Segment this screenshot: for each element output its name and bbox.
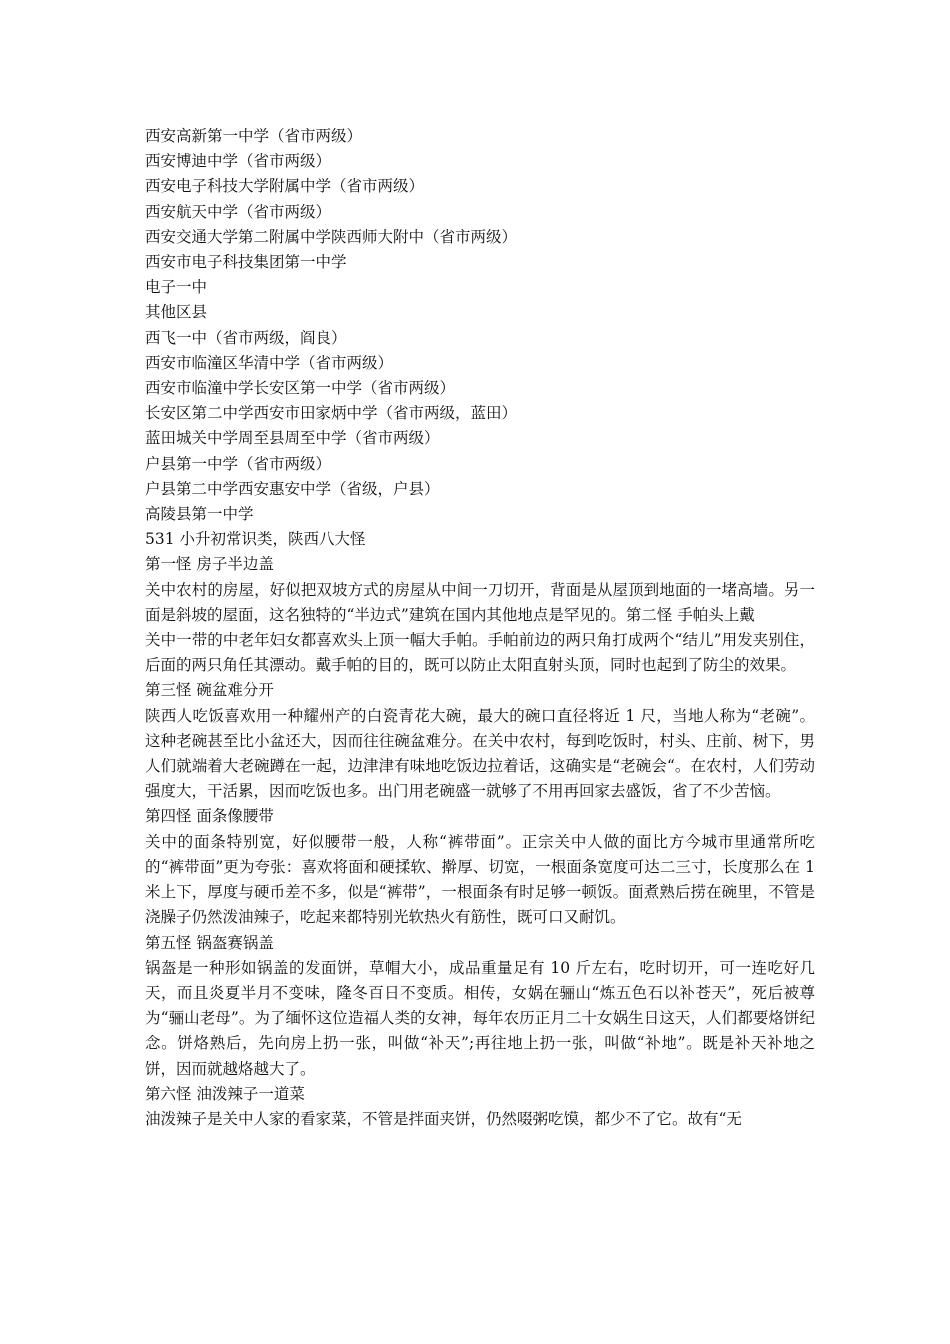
- text-line: 长安区第二中学西安市田家炳中学（省市两级，蓝田）: [145, 404, 518, 423]
- paragraph: 陕西人吃饭喜欢用一种耀州产的白瓷青花大碗，最大的碗口直径将近 1 尺，当地人称为“老碗”。这种老碗甚至比小盆还大，因而往往碗盆难分。在关中农村，每到吃饭时，村头、庄前、树下，男人们就端着大老碗蹲在一起，边津津有味地吃饭边拉着话，这确实是“老碗会“。在农村，人们劳动强度大，干活累，因而吃饭也多。出门用老碗盛一就够了不用再回家去盛饭，省了不少苦恼。: [145, 706, 815, 801]
- document-body: [145, 124, 815, 1132]
- text-line: 西安博迪中学（省市两级）: [145, 152, 332, 171]
- text-line: 西安电子科技大学附属中学（省市两级）: [145, 177, 425, 196]
- text-line: 西飞一中（省市两级，阎良）: [145, 328, 347, 347]
- section-heading: 第一怪 房子半边盖: [145, 555, 274, 574]
- section-heading: 531 小升初常识类，陕西八大怪: [145, 530, 366, 549]
- text-line: 西安市电子科技集团第一中学: [145, 253, 347, 272]
- text-line: 蓝田城关中学周至县周至中学（省市两级）: [145, 429, 440, 448]
- section-heading: 第四怪 面条像腰带: [145, 807, 274, 826]
- text-line: 电子一中: [145, 278, 208, 297]
- paragraph: 关中一带的中老年妇女都喜欢头上顶一幅大手帕。手帕前边的两只角打成两个“结儿”用发夹别住，后面的两只角任其漂动。戴手帕的目的，既可以防止太阳直射头顶，同时也起到了防尘的效果。: [145, 631, 815, 675]
- paragraph: 关中农村的房屋，好似把双坡方式的房屋从中间一刀切开，背面是从屋顶到地面的一堵高墙。另一面是斜坡的屋面，这名独特的“半边式”建筑在国内其他地点是罕见的。第二怪 手帕头上戴: [145, 580, 815, 624]
- paragraph: 锅盔是一种形如锅盖的发面饼，草帽大小，成品重量足有 10 斤左右，吃时切开，可一连吃好几天，而且炎夏半月不变味，隆冬百日不变质。相传，女娲在骊山“炼五色石以补苍天”，死后被尊为“骊山老母”。为了缅怀这位造福人类的女神，每年农历正月二十女娲生日这天，人们都要烙饼纪念。饼烙熟后，先向房上扔一张，叫做“补天”;再往地上扔一张，叫做“补地”。既是补天补地之饼，因而就越烙越大了。: [145, 958, 815, 1078]
- paragraph: 油泼辣子是关中人家的看家菜，不管是拌面夹饼，仍然啜粥吃馍，都少不了它。故有“无: [145, 1109, 742, 1128]
- text-line: 其他区县: [145, 303, 208, 322]
- paragraph: 关中的面条特别宽，好似腰带一般，人称“裤带面”。正宗关中人做的面比方今城市里通常所吃的“裤带面”更为夸张：喜欢将面和硬揉软、擀厚、切宽，一根面条宽度可达二三寸，长度那么在 1 米上下，厚度与硬币差不多，似是“裤带”，一根面条有时足够一顿饭。面煮熟后捞在碗里，不管是浇臊子仍然泼油辣子，吃起来都特别光软热火有筋性，既可口又耐饥。: [145, 832, 815, 927]
- text-line: 西安高新第一中学（省市两级）: [145, 127, 363, 145]
- text-line: 户县第二中学西安惠安中学（省级，户县）: [145, 479, 440, 498]
- text-line: 西安交通大学第二附属中学陕西师大附中（省市两级）: [145, 227, 518, 246]
- text-line: 高陵县第一中学: [145, 505, 254, 524]
- text-line: 西安航天中学（省市两级）: [145, 202, 332, 221]
- section-heading: 第三怪 碗盆难分开: [145, 681, 274, 700]
- text-line: 西安市临潼区华清中学（省市两级）: [145, 353, 394, 372]
- section-heading: 第六怪 油泼辣子一道菜: [145, 1084, 305, 1103]
- section-heading: 第五怪 锅盔赛锅盖: [145, 933, 274, 952]
- text-line: 西安市临潼中学长安区第一中学（省市两级）: [145, 379, 456, 398]
- text-line: 户县第一中学（省市两级）: [145, 454, 332, 473]
